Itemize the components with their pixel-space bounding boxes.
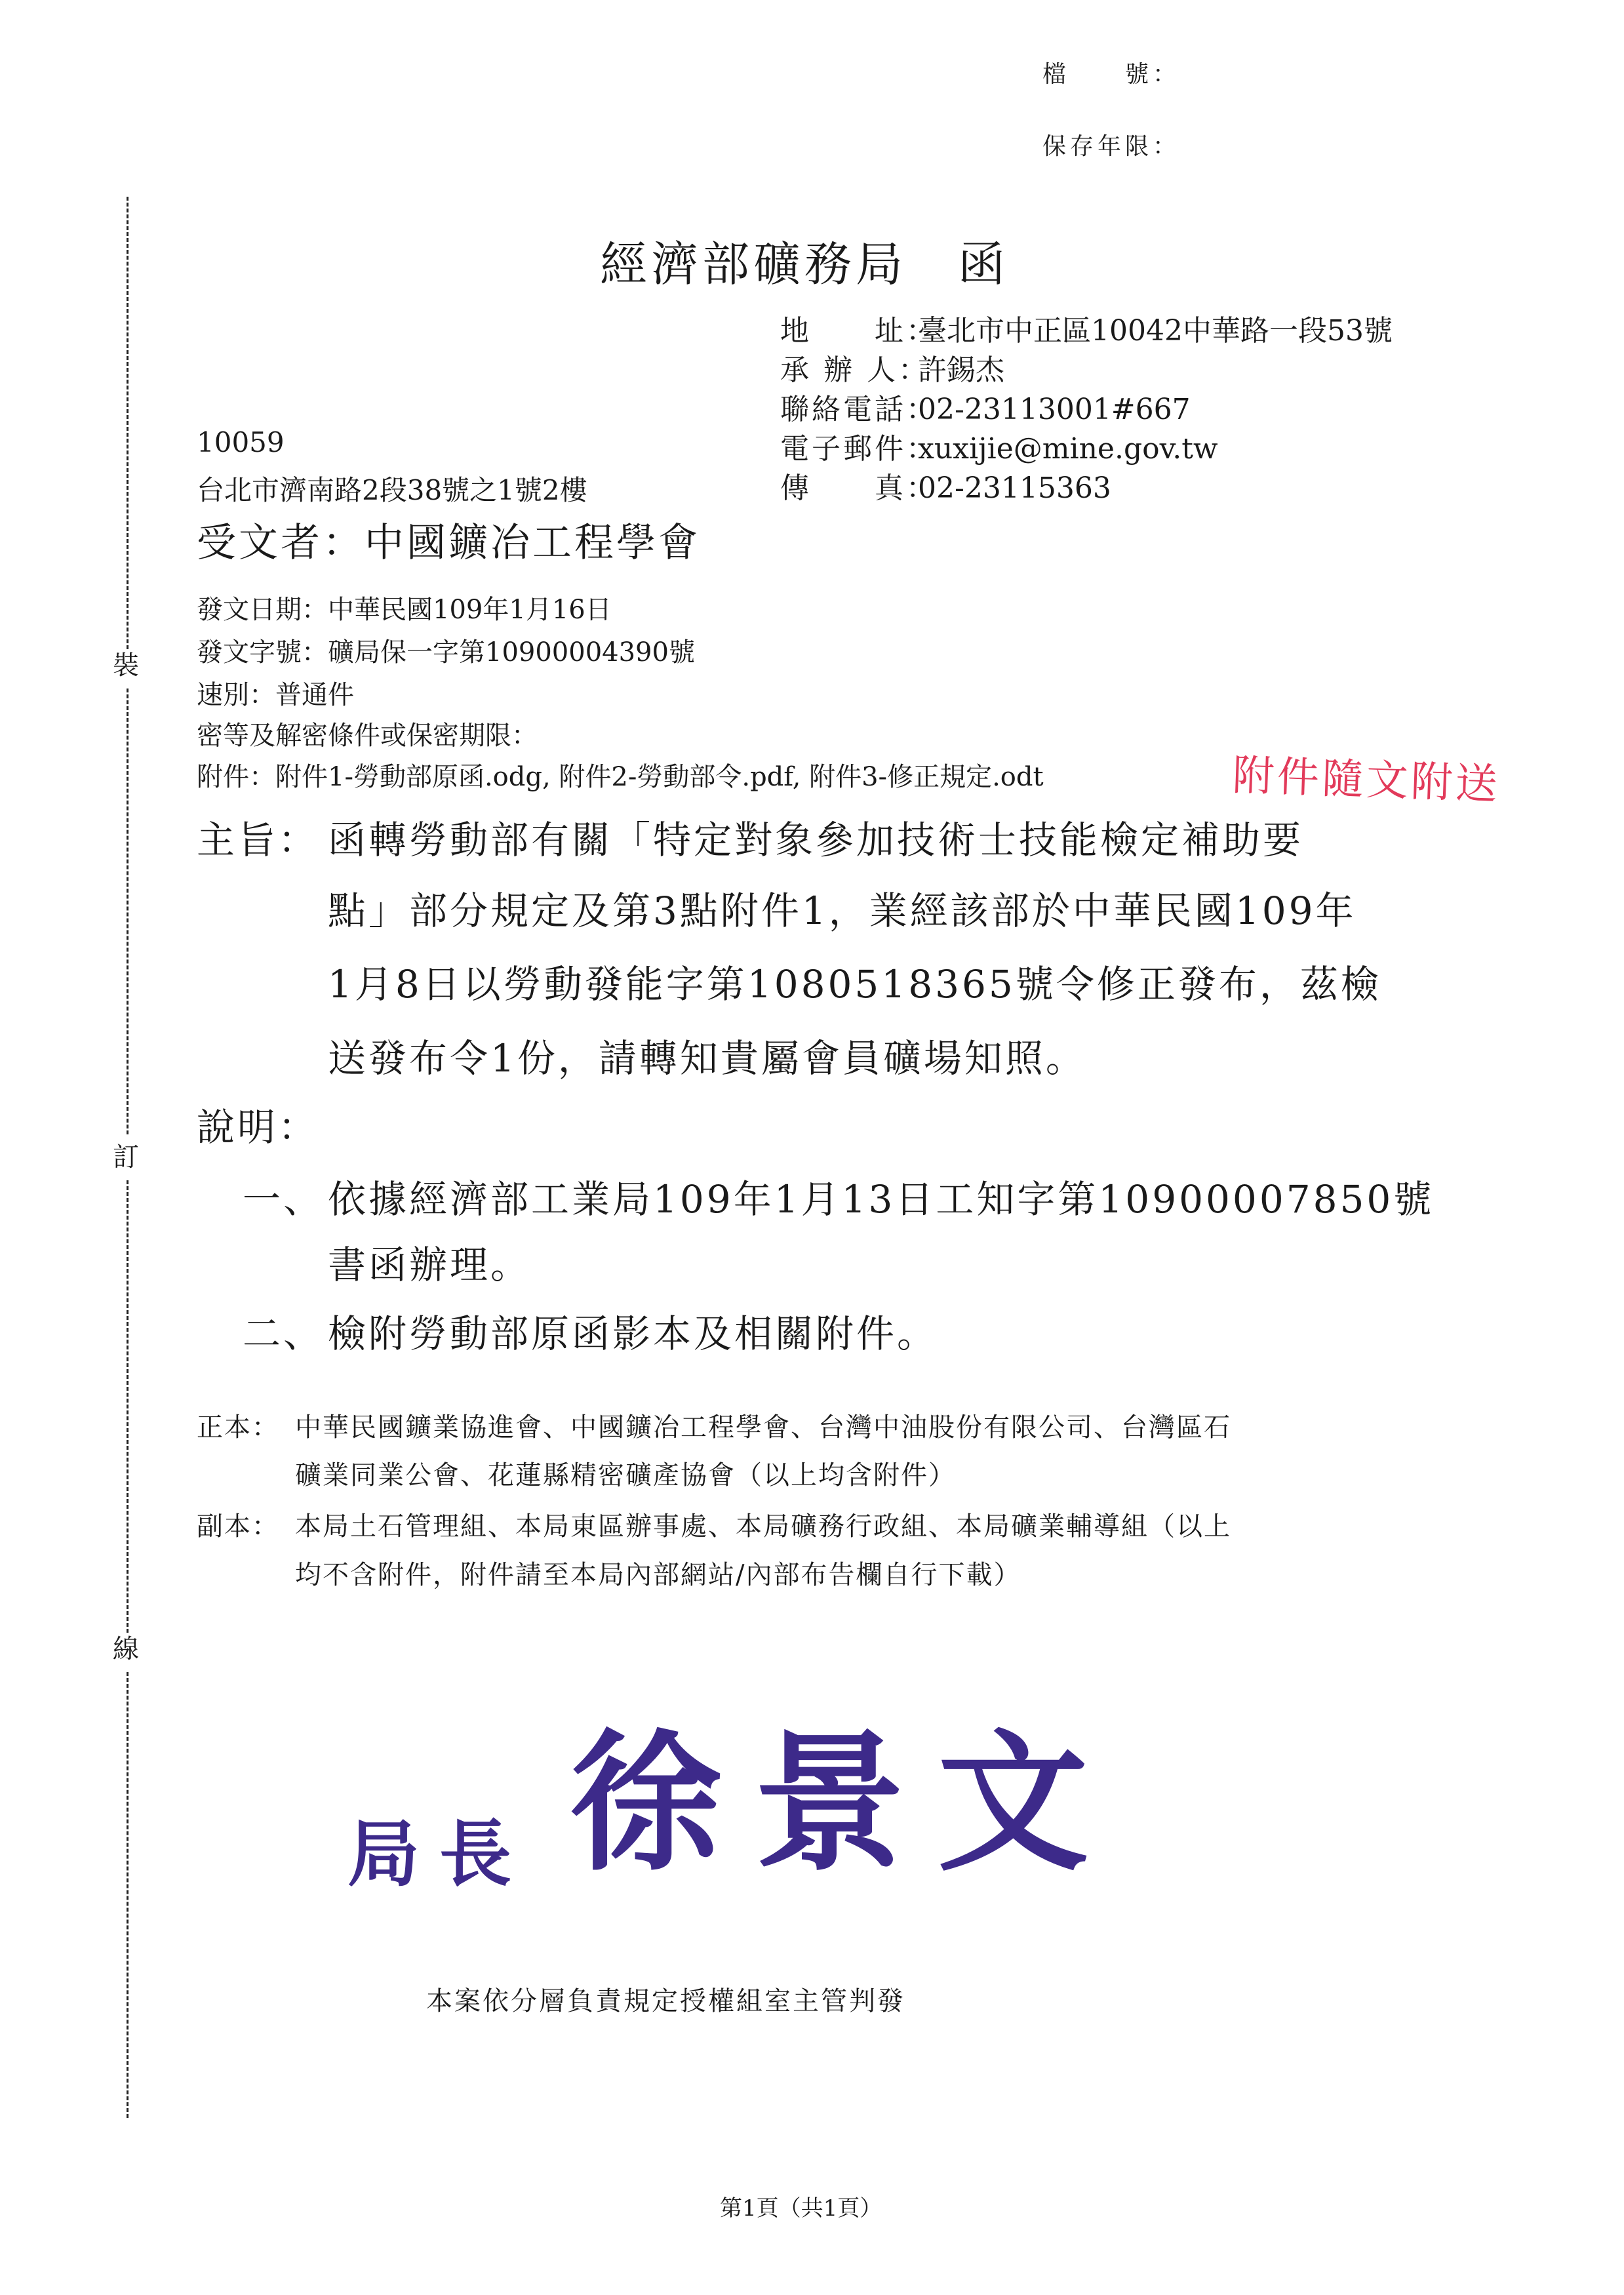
sender-phone: 02-23113001#667 bbox=[918, 393, 1191, 426]
doc-number-label: 發文字號： bbox=[197, 637, 328, 668]
main-recipients-line: 中華民國鑛業協進會、中國鑛冶工程學會、台灣中油股份有限公司、台灣區石 bbox=[295, 1412, 1231, 1443]
sender-address: 臺北市中正區10042中華路一段53號 bbox=[918, 314, 1393, 348]
binding-line bbox=[127, 1180, 129, 1633]
cc-recipients-line: 均不含附件，附件請至本局內部網站/內部布告欄自行下載） bbox=[295, 1560, 1021, 1590]
sender-officer-label: 承 辦 人： bbox=[780, 353, 930, 387]
sender-email-label: 電子郵件： bbox=[780, 432, 938, 466]
sender-phone-label: 聯絡電話： bbox=[780, 393, 938, 426]
recipient-name: 中國鑛冶工程學會 bbox=[365, 520, 700, 566]
recipient-line bbox=[197, 511, 700, 568]
issue-date-row bbox=[197, 589, 612, 626]
speed-value: 普通件 bbox=[275, 680, 354, 710]
cc-recipients-line: 本局土石管理組、本局東區辦事處、本局礦務行政組、本局礦業輔導組（以上 bbox=[295, 1511, 1231, 1542]
attachments-row bbox=[197, 756, 1044, 793]
explanation-label: 說明： bbox=[197, 1105, 319, 1149]
retention-period-label: 保存年限： bbox=[1042, 133, 1181, 160]
explanation-item-number: 二、 bbox=[243, 1311, 325, 1356]
main-recipients-line: 礦業同業公會、花蓮縣精密礦產協會（以上均含附件） bbox=[295, 1460, 956, 1490]
recipient-address: 台北市濟南路2段38號之1號2樓 bbox=[197, 474, 587, 506]
binding-mark-xian: 線 bbox=[113, 1634, 139, 1664]
director-title: 局長 bbox=[347, 1812, 531, 1896]
sender-address-label: 地 址： bbox=[780, 314, 938, 348]
issue-date-label: 發文日期： bbox=[197, 595, 328, 625]
sender-fax-row bbox=[780, 464, 1111, 506]
director-signature: 徐景文 bbox=[570, 1715, 1122, 1892]
binding-line bbox=[127, 197, 129, 649]
doc-number: 礦局保一字第10900004390號 bbox=[328, 637, 695, 668]
sender-officer: 許錫杰 bbox=[918, 353, 1004, 387]
recipient-label: 受文者： bbox=[197, 520, 365, 566]
sender-phone-row bbox=[780, 386, 1191, 428]
doc-number-row bbox=[197, 631, 695, 669]
sender-email: xuxijie@mine.gov.tw bbox=[918, 432, 1218, 466]
binding-line bbox=[127, 1672, 129, 2118]
main-recipients-label: 正本： bbox=[197, 1412, 279, 1443]
attachments-label: 附件： bbox=[197, 762, 275, 792]
subject-line: 1月8日以勞動發能字第1080518365號令修正發布，茲檢 bbox=[328, 962, 1381, 1007]
document-title: 經濟部礦務局 函 bbox=[600, 237, 1010, 292]
sender-email-row bbox=[780, 425, 1218, 467]
sender-fax-label: 傳 真： bbox=[780, 471, 938, 505]
binding-line bbox=[127, 688, 129, 1134]
subject-line: 送發布令1份，請轉知貴屬會員礦場知照。 bbox=[328, 1036, 1086, 1081]
speed-row bbox=[197, 674, 354, 711]
explanation-item-number: 一、 bbox=[243, 1177, 325, 1222]
subject-label: 主旨： bbox=[197, 818, 319, 862]
binding-mark-ding: 訂 bbox=[113, 1142, 139, 1172]
attachments-list: 附件1-勞動部原函.odg, 附件2-勞動部令.pdf, 附件3-修正規定.odt bbox=[275, 762, 1044, 792]
sender-fax: 02-23115363 bbox=[918, 471, 1111, 505]
attachment-stamp: 附件隨文附送 bbox=[1231, 751, 1501, 810]
page-number: 第1頁（共1頁） bbox=[720, 2195, 882, 2222]
sender-officer-row bbox=[780, 346, 1004, 388]
recipient-postcode: 10059 bbox=[197, 426, 285, 458]
cc-recipients-label: 副本： bbox=[197, 1511, 279, 1542]
explanation-item-line: 書函辦理。 bbox=[328, 1243, 532, 1287]
secrecy-label: 密等及解密條件或保密期限： bbox=[197, 721, 538, 751]
delegation-note: 本案依分層負責規定授權組室主管判發 bbox=[426, 1986, 905, 2016]
subject-line: 點」部分規定及第3點附件1，業經該部於中華民國109年 bbox=[328, 888, 1357, 933]
issue-date: 中華民國109年1月16日 bbox=[328, 595, 612, 625]
explanation-item-line: 依據經濟部工業局109年1月13日工知字第10900007850號 bbox=[328, 1177, 1435, 1222]
file-number-label: 檔 號： bbox=[1042, 61, 1181, 88]
sender-address-row bbox=[780, 307, 1393, 349]
binding-mark-zhuang: 裝 bbox=[113, 650, 139, 681]
speed-label: 速別： bbox=[197, 680, 275, 710]
subject-line: 函轉勞動部有關「特定對象參加技術士技能檢定補助要 bbox=[328, 818, 1304, 862]
explanation-item-line: 檢附勞動部原函影本及相關附件。 bbox=[328, 1311, 938, 1356]
